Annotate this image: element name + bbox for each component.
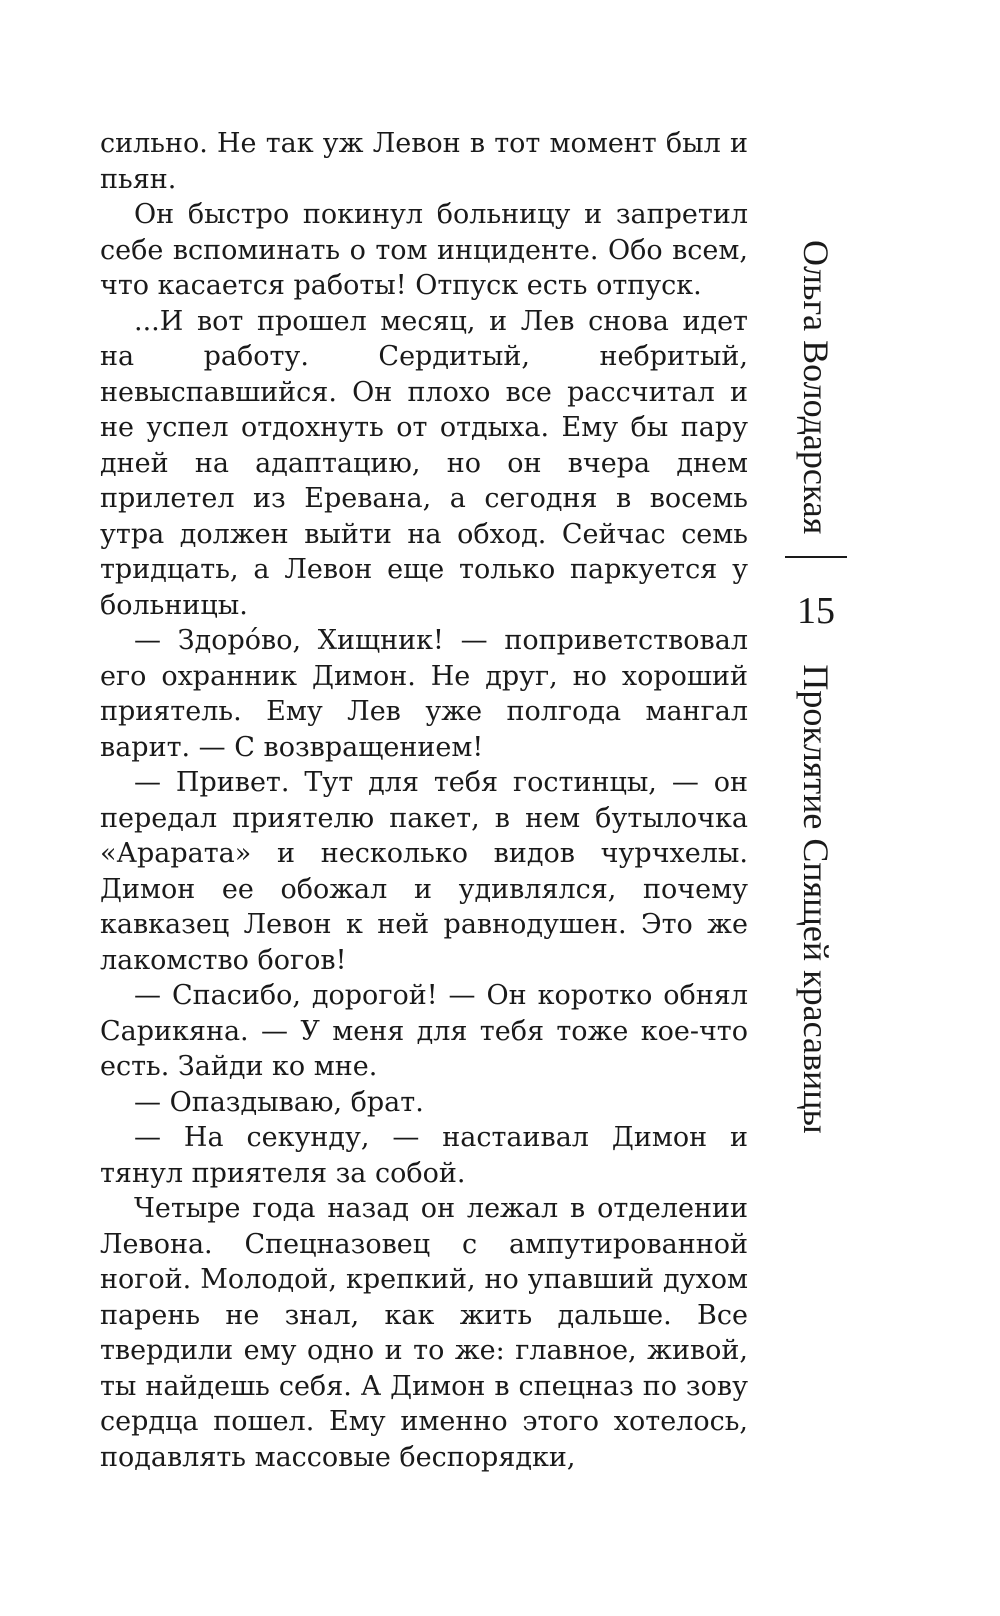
paragraph: Четыре года назад он лежал в отделении Левона. Спецназовец с ампутированной ногой. Молодой, крепкий, но упавший духом парень не знал, как жить дальше. Все твердили ему одно и то же: главное, живой, ты найдешь себя. А Димон в спецназ по зову сердца пошел. Ему именно этого хотелось, подавлять массовые беспорядки, [100, 1193, 748, 1473]
author-name: Ольга Володарская [796, 240, 836, 535]
paragraph: сильно. Не так уж Левон в тот момент был и пьян. [100, 128, 748, 195]
main-text [100, 126, 748, 1475]
page-number: 15 [797, 590, 835, 633]
book-title: Проклятие Спящей красавицы [796, 664, 836, 1134]
running-header [786, 240, 846, 1380]
paragraph: — Здоро́во, Хищник! — поприветствовал его охранник Димон. Не друг, но хороший приятель. Ему Лев уже полгода мангал варит. — С возвращением! [100, 625, 748, 763]
paragraph: Он быстро покинул больницу и запретил себе вспоминать о том инциденте. Обо всем, что касается работы! Отпуск есть отпуск. [100, 199, 748, 301]
paragraph: — На секунду, — настаивал Димон и тянул приятеля за собой. [100, 1122, 748, 1189]
header-divider [785, 556, 847, 558]
paragraph: — Спасибо, дорогой! — Он коротко обнял Сарикяна. — У меня для тебя тоже кое-что есть. Зайди ко мне. [100, 980, 748, 1082]
paragraph: — Опаздываю, брат. [134, 1086, 424, 1118]
paragraph: — Привет. Тут для тебя гостинцы, — он передал приятелю пакет, в нем бутылочка «Арарата» и несколько видов чурчхелы. Димон ее обожал и удивлялся, почему кавказец Левон к ней равнодушен. Это же лакомство богов! [100, 767, 748, 976]
paragraph: ...И вот прошел месяц, и Лев снова идет на работу. Сердитый, небритый, невыспавшийся. Он плохо все рассчитал и не успел отдохнуть от отдыха. Ему бы пару дней на адаптацию, но он вчера днем прилетел из Еревана, а сегодня в восемь утра должен выйти на обход. Сейчас семь тридцать, а Левон еще только паркуется у больницы. [100, 305, 748, 621]
